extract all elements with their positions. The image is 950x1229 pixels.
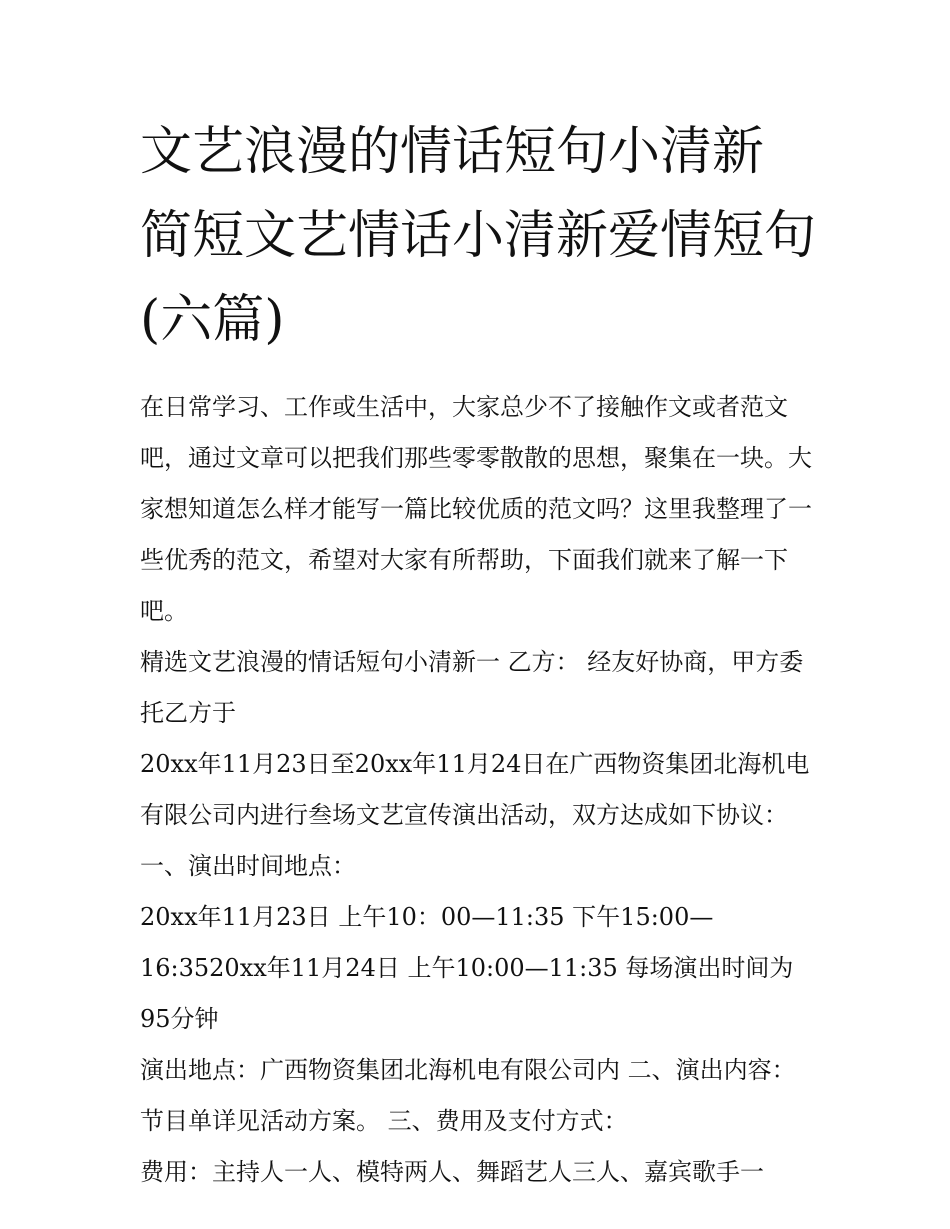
paragraph-agreement: 20xx年11月23日至20xx年11月24日在广西物资集团北海机电有限公司内进行叁场文艺宣传演出活动，双方达成如下协议： 一、演出时间地点： (140, 750, 810, 880)
paragraph-schedule: 20xx年11月23日 上午10：00—11:35 下午15:00—16:3520xx年11月24日 上午10:00—11:35 每场演出时间为95分钟 (140, 903, 794, 1033)
paragraph-fees: 费用：主持人一人、模特两人、舞蹈艺人三人、嘉宾歌手一 (140, 1158, 764, 1186)
paragraph-section-one: 精选文艺浪漫的情话短句小清新一 乙方： 经友好协商，甲方委托乙方于 (140, 648, 804, 727)
paragraph-location: 演出地点：广西物资集团北海机电有限公司内 二、演出内容：节目单详见活动方案。 三、费用及支付方式： (140, 1056, 796, 1135)
document-page (140, 110, 816, 1198)
paragraph-intro: 在日常学习、工作或生活中，大家总少不了接触作文或者范文吧，通过文章可以把我们那些零零散散的思想，聚集在一块。大家想知道怎么样才能写一篇比较优质的范文吗？这里我整理了一些优秀的范文，希望对大家有所帮助，下面我们就来了解一下吧。 (140, 393, 812, 625)
document-title: 文艺浪漫的情话短句小清新 简短文艺情话小清新爱情短句(六篇) (140, 122, 817, 350)
document-body (140, 382, 816, 1198)
